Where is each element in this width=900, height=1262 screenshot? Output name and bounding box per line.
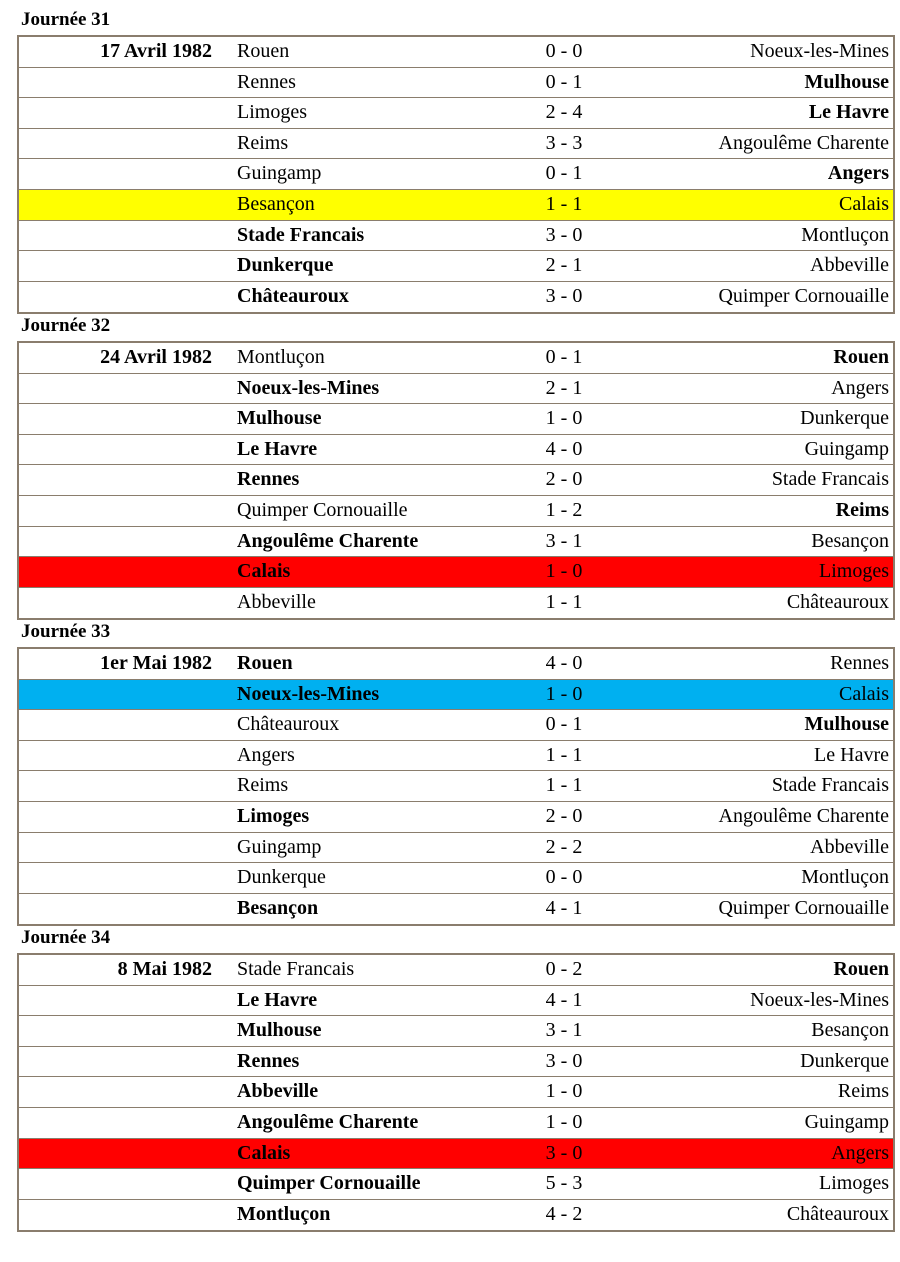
- match-score: 2 - 1: [545, 376, 583, 399]
- away-team: Rennes: [830, 652, 889, 674]
- match-row: [19, 221, 893, 252]
- away-team: Reims: [835, 498, 889, 521]
- home-team: Mulhouse: [237, 1019, 322, 1042]
- home-team: Besançon: [237, 192, 315, 215]
- home-team: Limoges: [237, 101, 307, 124]
- home-team: Reims: [237, 774, 289, 797]
- match-row: [19, 649, 893, 680]
- home-team: Stade Francais: [237, 223, 365, 246]
- away-team: Montluçon: [801, 866, 889, 889]
- away-team: Angoulême Charente: [718, 131, 889, 154]
- match-score: 2 - 1: [545, 254, 583, 277]
- match-score: 3 - 1: [545, 1019, 583, 1042]
- away-team: Dunkerque: [800, 407, 889, 430]
- away-team: Montluçon: [801, 223, 889, 246]
- match-score: 4 - 0: [545, 437, 583, 460]
- match-score: 0 - 0: [545, 40, 583, 62]
- match-score: 3 - 1: [545, 529, 583, 552]
- match-score: 1 - 1: [545, 774, 583, 797]
- match-score: 4 - 2: [545, 1202, 583, 1225]
- match-score: 4 - 1: [545, 896, 583, 919]
- match-score: 2 - 0: [545, 468, 583, 491]
- match-row: [19, 435, 893, 466]
- away-team: Le Havre: [808, 101, 889, 124]
- results-table: [17, 647, 895, 926]
- home-team: Limoges: [237, 804, 310, 827]
- home-team: Quimper Cornouaille: [237, 498, 408, 521]
- match-score: 1 - 1: [545, 192, 583, 215]
- home-team: Dunkerque: [237, 254, 334, 277]
- away-team: Noeux-les-Mines: [750, 40, 889, 62]
- match-row: [19, 833, 893, 864]
- home-team: Montluçon: [237, 1202, 331, 1225]
- match-score: 1 - 1: [545, 590, 583, 613]
- home-team: Châteauroux: [237, 284, 349, 307]
- match-row: [19, 496, 893, 527]
- match-row: [19, 986, 893, 1017]
- results-table: [17, 953, 895, 1232]
- away-team: Calais: [839, 682, 889, 705]
- away-team: Quimper Cornouaille: [718, 896, 889, 919]
- home-team: Rennes: [237, 70, 296, 93]
- away-team: Mulhouse: [804, 70, 889, 93]
- match-row: [19, 863, 893, 894]
- away-team: Guingamp: [804, 1110, 889, 1133]
- home-team: Angers: [237, 743, 295, 766]
- home-team: Calais: [237, 1141, 291, 1164]
- match-row: [19, 557, 893, 588]
- match-row: [19, 251, 893, 282]
- match-score: 3 - 0: [545, 1141, 583, 1164]
- home-team: Abbeville: [237, 590, 316, 613]
- home-team: Mulhouse: [237, 407, 322, 430]
- away-team: Limoges: [819, 560, 889, 583]
- match-row: [19, 343, 893, 374]
- away-team: Dunkerque: [800, 1049, 889, 1072]
- match-score: 1 - 2: [545, 498, 583, 521]
- match-score: 1 - 0: [545, 1110, 583, 1133]
- match-row: [19, 159, 893, 190]
- match-row: [19, 710, 893, 741]
- away-team: Abbeville: [810, 254, 889, 277]
- away-team: Châteauroux: [786, 590, 889, 613]
- away-team: Calais: [839, 192, 889, 215]
- home-team: Stade Francais: [237, 958, 355, 980]
- away-team: Limoges: [819, 1172, 889, 1195]
- match-row: [19, 1108, 893, 1139]
- match-score: 5 - 3: [545, 1172, 583, 1195]
- away-team: Besançon: [811, 1019, 889, 1042]
- match-row: [19, 771, 893, 802]
- match-row: [19, 802, 893, 833]
- away-team: Angers: [827, 162, 889, 185]
- match-row: [19, 1200, 893, 1231]
- match-row: [19, 680, 893, 711]
- home-team: Rouen: [237, 652, 293, 674]
- match-row: [19, 894, 893, 925]
- match-score: 0 - 1: [545, 70, 583, 93]
- home-team: Besançon: [237, 896, 319, 919]
- home-team: Angoulême Charente: [237, 529, 419, 552]
- home-team: Calais: [237, 560, 291, 583]
- match-score: 0 - 1: [545, 346, 583, 368]
- home-team: Noeux-les-Mines: [237, 682, 380, 705]
- match-score: 1 - 0: [545, 682, 583, 705]
- results-table: [17, 35, 895, 314]
- journee-title: Journée 34: [21, 927, 111, 948]
- journee-title: Journée 33: [21, 621, 111, 642]
- away-team: Besançon: [811, 529, 889, 552]
- away-team: Mulhouse: [804, 713, 889, 736]
- match-score: 0 - 1: [545, 162, 583, 185]
- match-row: [19, 465, 893, 496]
- home-team: Angoulême Charente: [237, 1110, 419, 1133]
- match-score: 4 - 0: [545, 652, 583, 674]
- match-row: [19, 190, 893, 221]
- match-row: [19, 588, 893, 619]
- match-row: [19, 1169, 893, 1200]
- match-score: 3 - 0: [545, 223, 583, 246]
- home-team: Quimper Cornouaille: [237, 1172, 421, 1195]
- match-score: 2 - 2: [545, 835, 583, 858]
- journee-title: Journée 32: [21, 315, 111, 336]
- home-team: Châteauroux: [237, 713, 340, 736]
- away-team: Stade Francais: [771, 774, 889, 797]
- match-row: [19, 1139, 893, 1170]
- away-team: Angers: [831, 376, 889, 399]
- away-team: Angoulême Charente: [718, 804, 889, 827]
- away-team: Le Havre: [814, 743, 889, 766]
- match-row: [19, 1016, 893, 1047]
- match-score: 2 - 4: [545, 101, 583, 124]
- match-score: 2 - 0: [545, 804, 583, 827]
- away-team: Abbeville: [810, 835, 889, 858]
- match-date: 24 Avril 1982: [100, 346, 212, 368]
- match-row: [19, 374, 893, 405]
- results-table: [17, 341, 895, 620]
- match-row: [19, 98, 893, 129]
- match-score: 0 - 1: [545, 713, 583, 736]
- away-team: Rouen: [833, 958, 889, 980]
- match-row: [19, 1077, 893, 1108]
- match-score: 4 - 1: [545, 988, 583, 1011]
- home-team: Rennes: [237, 1049, 300, 1072]
- home-team: Guingamp: [237, 162, 322, 185]
- home-team: Noeux-les-Mines: [237, 376, 380, 399]
- match-row: [19, 282, 893, 313]
- match-score: 3 - 3: [545, 131, 583, 154]
- home-team: Abbeville: [237, 1080, 319, 1103]
- match-row: [19, 741, 893, 772]
- match-score: 1 - 0: [545, 407, 583, 430]
- match-date: 1er Mai 1982: [100, 652, 212, 674]
- match-row: [19, 37, 893, 68]
- match-row: [19, 1047, 893, 1078]
- match-row: [19, 404, 893, 435]
- home-team: Dunkerque: [237, 866, 326, 889]
- match-score: 1 - 1: [545, 743, 583, 766]
- match-score: 0 - 0: [545, 866, 583, 889]
- match-date: 8 Mai 1982: [117, 958, 212, 980]
- match-row: [19, 129, 893, 160]
- match-date: 17 Avril 1982: [100, 40, 212, 62]
- home-team: Le Havre: [237, 988, 318, 1011]
- match-row: [19, 955, 893, 986]
- match-row: [19, 527, 893, 558]
- match-score: 1 - 0: [545, 560, 583, 583]
- away-team: Noeux-les-Mines: [750, 988, 889, 1011]
- away-team: Quimper Cornouaille: [718, 284, 889, 307]
- match-score: 1 - 0: [545, 1080, 583, 1103]
- home-team: Reims: [237, 131, 289, 154]
- home-team: Rennes: [237, 468, 300, 491]
- match-score: 3 - 0: [545, 1049, 583, 1072]
- away-team: Stade Francais: [771, 468, 889, 491]
- away-team: Rouen: [833, 346, 889, 368]
- home-team: Guingamp: [237, 835, 322, 858]
- match-row: [19, 68, 893, 99]
- away-team: Angers: [831, 1141, 889, 1164]
- away-team: Guingamp: [804, 437, 889, 460]
- match-score: 0 - 2: [545, 958, 583, 980]
- match-score: 3 - 0: [545, 284, 583, 307]
- away-team: Reims: [837, 1080, 889, 1103]
- home-team: Rouen: [237, 40, 290, 62]
- home-team: Le Havre: [237, 437, 318, 460]
- journee-title: Journée 31: [21, 9, 111, 30]
- home-team: Montluçon: [237, 346, 325, 368]
- away-team: Châteauroux: [786, 1202, 889, 1225]
